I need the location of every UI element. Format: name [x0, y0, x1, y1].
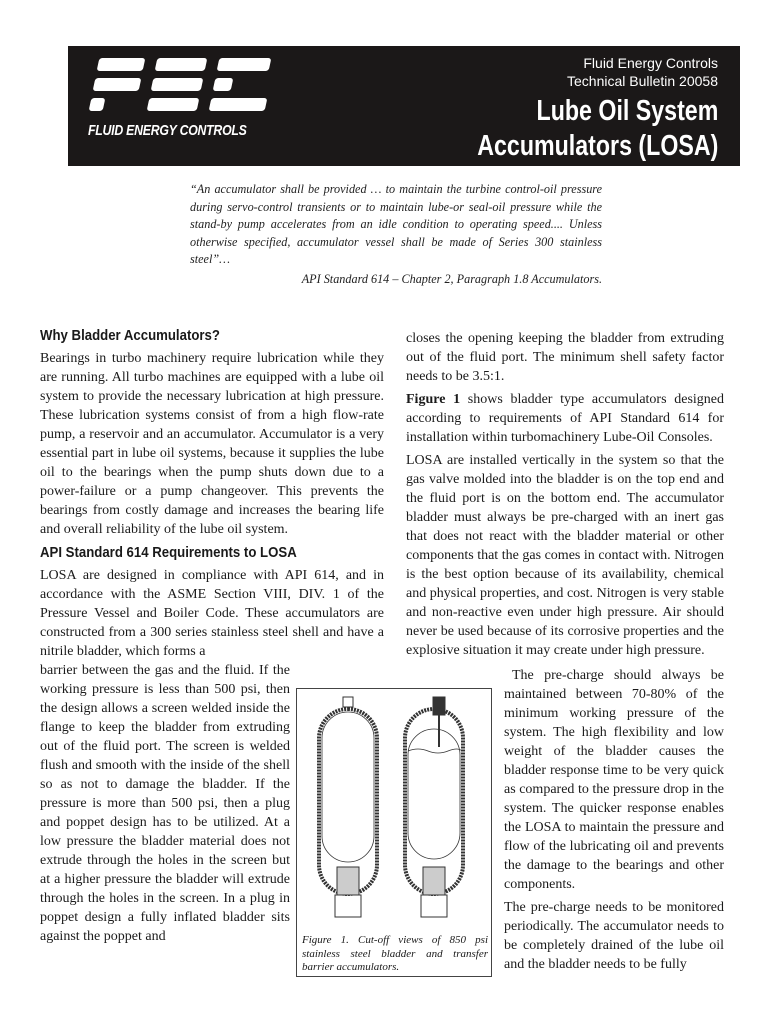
- title-line-2: Accumulators (LOSA): [476, 130, 718, 162]
- title-line-1: Lube Oil System: [536, 95, 718, 127]
- heading-why-bladder: Why Bladder Accumulators?: [40, 327, 220, 344]
- paragraph-pre-charge: The pre-charge should always be maintained between 70-80% of the minimum working pressure of the system. The high flexibility and low weight of the bladder causes the bladder response time to be very quick as compared to the pressure drop in the system. The quicker response enables the LOSA to maintain the pressure and flow of the lubricating oil and prevents the damage to the bearings and other components.: [504, 668, 724, 892]
- paragraph-closes-opening: closes the opening keeping the bladder from extruding out of the fluid port. The minimum shell safety factor needs to be 3.5:1.: [406, 331, 724, 384]
- paragraph-installation: LOSA are installed vertically in the system so that the gas valve molded into the bladder is on the top end and the fluid port is on the bottom end. The accumulator bladder must always be pre-charged with an inert gas that does not react with the bladder material or other components that the gas comes in contact with. Nitrogen is the best option because of its availability, chemical and physical properties, and cost. Nitrogen is very stable and non-reactive even under high pressure. Air should never be used because of its corrosive properties and the explosive situation it may create under high pressure.: [406, 453, 724, 658]
- paragraph-figure-1: Figure 1 shows bladder type accumulators designed according to requirements of API Standard 614 for installation within turbomachinery Lube-Oil Consoles.: [406, 392, 724, 445]
- logo-text: FLUID ENERGY CONTROLS: [88, 122, 247, 139]
- header-banner: [68, 46, 740, 166]
- epigraph: [190, 181, 602, 288]
- figure-caption: Figure 1. Cut-off views of 850 psi stainless steel bladder and transfer barrier accumulators.: [302, 934, 488, 973]
- paragraph-why-bladder: Bearings in turbo machinery require lubrication while they are running. All turbo machines are equipped with a lube oil system to provide the necessary lubrication at high pressure. These lubrication systems consist of from a high flow-rate pump, a reservoir and an accumulator. Accumulator is a very essential part in lube oil systems, because it supplies the lube oil to the bearings when the pump shuts down due to a power-failure or a pump changeover. This prevents the bearings from costly damage and increases the bearing life and overall reliability of the lube oil system.: [40, 351, 384, 537]
- heading-api-614: API Standard 614 Requirements to LOSA: [40, 544, 297, 561]
- accumulator-cutaway-illustration: [297, 689, 493, 934]
- fec-logo: [84, 56, 274, 146]
- paragraph-api-614-a: LOSA are designed in compliance with API 614, and in accordance with the ASME Section VIII, DIV. 1 of the Pressure Vessel and Boiler Code. These accumulators are constructed from a 300 series stainless steel shell and have a nitrile bladder, which forms a: [40, 568, 384, 659]
- paragraph-monitoring: The pre-charge needs to be monitored periodically. The accumulator needs to be completely drained of the lube oil and the bladder needs to be fully: [504, 900, 724, 972]
- quote-citation: API Standard 614 – Chapter 2, Paragraph 1.8 Accumulators.: [301, 271, 602, 286]
- epigraph-quote: “An accumulator shall be provided … to maintain the turbine control-oil pressure during servo-control transients or to maintain lube-or seal-oil pressure while the stand-by pump accelerates from an idle condition to operating speed.... Unless otherwise specified, accumulator vessel shall be made of Series 300 stainless steel”…: [190, 182, 602, 266]
- company-name: Fluid Energy Controls: [583, 55, 718, 71]
- figure-1: [296, 688, 492, 977]
- figure-1-ref: Figure 1: [406, 392, 461, 407]
- bulletin-number: Technical Bulletin 20058: [567, 73, 718, 89]
- paragraph-api-614-b: barrier between the gas and the fluid. If the working pressure is less than 500 psi, then the design allows a screen welded inside the flange to keep the bladder from extruding out of the fluid port. The screen is welded flush and smooth with the inside of the shell so as not to damage the bladder. If the pressure is more than 500 psi, then a plug and poppet design has to be utilized. At a low pressure the bladder material does not extrude through the holes in the screen but at a higher pressure the bladder will extrude through the holes in the screen. In a plug in poppet design a fully inflated bladder sits against the poppet and: [40, 663, 290, 944]
